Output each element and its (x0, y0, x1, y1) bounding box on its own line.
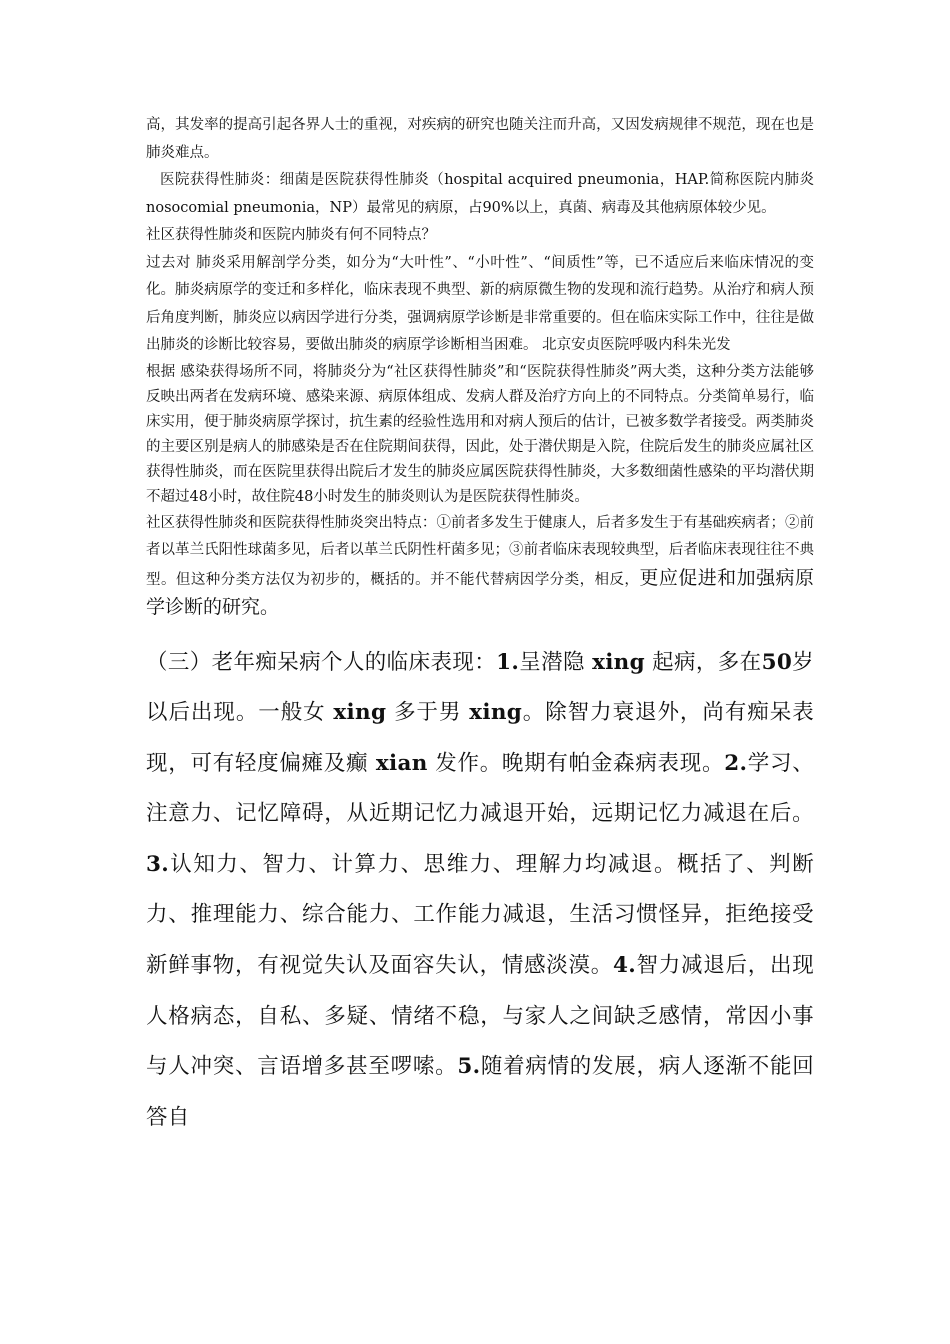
pinyin-xing: xing (333, 700, 387, 726)
text-span: 。除智力衰退外，尚有痴呆表现，可有轻度偏瘫及癫 (146, 700, 814, 776)
text-span: 学习、注意力、记忆障碍，从近期记忆力减退开始，远期记忆力减退在后。 (146, 750, 814, 827)
age-50: 50 (761, 649, 793, 675)
text-span: 随着病情的发展，病人逐渐不能回答自 (146, 1054, 814, 1130)
text-span: 多于男 (386, 700, 470, 726)
paragraph-incidence: 高，其发率的提高引起各界人士的重视，对疾病的研究也随关注而升高，又因发病规律不规范，现在也是肺炎难点。 (146, 117, 814, 161)
key-differences-text: 社区获得性肺炎和医院获得性肺炎突出特点：①前者多发生于健康人，后者多发生于有基础疾病者；②前者以革兰氏阳性球菌多见，后者以革兰氏阴性杆菌多见；③前者临床表现较典型，后者临床表现往往不典型。但这种分类方法仅为初步的，概括的。并不能代替病因学分类，相反， (146, 514, 814, 588)
item-number-2: 2. (724, 750, 748, 776)
text-span: 发作。晚期有帕金森病表现。 (427, 750, 725, 776)
small-text-block (146, 112, 814, 624)
pinyin-xing: xing (469, 700, 523, 726)
text-span: 岁以后出现。一般女 (146, 649, 814, 726)
text-span: 认知力、智力、计算力、思维力、理解力均减退。概括了、判断力、推理能力、综合能力、工作能力减退，生活习惯怪异，拒绝接受新鲜事物，有视觉失认及面容失认，情感淡漠。 (146, 851, 814, 979)
key-differences-tail: 更应促进和加强病原学诊断的研究。 (146, 566, 814, 618)
section-dementia (146, 638, 814, 1144)
text-span: 智力减退后，出现人格病态，自私、多疑、情绪不稳，与家人之间缺乏感情，常因小事与人冲突、言语增多甚至啰嗦。 (146, 953, 814, 1080)
paragraph-key-differences (146, 510, 814, 624)
text-span: 呈潜隐 (519, 649, 593, 675)
paragraph-hospital-pneumonia: 医院获得性肺炎：细菌是医院获得性肺炎（hospital acquired pneumonia，HAP.简称医院内肺炎 nosocomial pneumonia，NP）最常见的病原，占90%以上，真菌、病毒及其他病原体较少见。 (146, 172, 814, 216)
pinyin-xing: xing (592, 649, 645, 675)
item-number-3: 3. (146, 851, 170, 877)
pinyin-xian: xian (375, 750, 428, 776)
item-number-1: 1. (496, 649, 520, 675)
paragraph-classification-basis: 根据 感染获得场所不同，将肺炎分为“社区获得性肺炎”和“医院获得性肺炎”两大类，这种分类方法能够反映出两者在发病环境、感染来源、病原体组成、发病人群及治疗方向上的不同特点。分类简单易行，临床实用，便于肺炎病原学探讨，抗生素的经验性选用和对病人预后的估计，已被多数学者接受。两类肺炎的主要区别是病人的肺感染是否在住院期间获得，因此，处于潜伏期是入院，住院后发生的肺炎应属社区获得性肺炎，而在医院里获得出院后才发生的肺炎应属医院获得性肺炎，大多数细菌性感染的平均潜伏期不超过48小时，故住院48小时发生的肺炎则认为是医院获得性肺炎。 (146, 363, 814, 505)
item-number-4: 4. (613, 953, 637, 979)
text-span: 起病，多在 (644, 649, 762, 675)
question-heading: 社区获得性肺炎和医院内肺炎有何不同特点？ (146, 227, 436, 243)
document-page (146, 112, 814, 1143)
paragraph-dementia-clinical (146, 638, 814, 1144)
item-number-5: 5. (457, 1054, 481, 1080)
section-heading: （三）老年痴呆病个人的临床表现： (146, 649, 497, 675)
paragraph-classification-history: 过去对 肺炎采用解剖学分类，如分为“大叶性”、“小叶性”、“间质性”等，已不适应后来临床情况的变化。肺炎病原学的变迁和多样化，临床表现不典型、新的病原微生物的发现和流行趋势。从治疗和病人预后角度判断，肺炎应以病因学进行分类，强调病原学诊断是非常重要的。但在临床实际工作中，往往是做出肺炎的诊断比较容易，要做出肺炎的病原学诊断相当困难。 北京安贞医院呼吸内科朱光发 (146, 254, 814, 353)
